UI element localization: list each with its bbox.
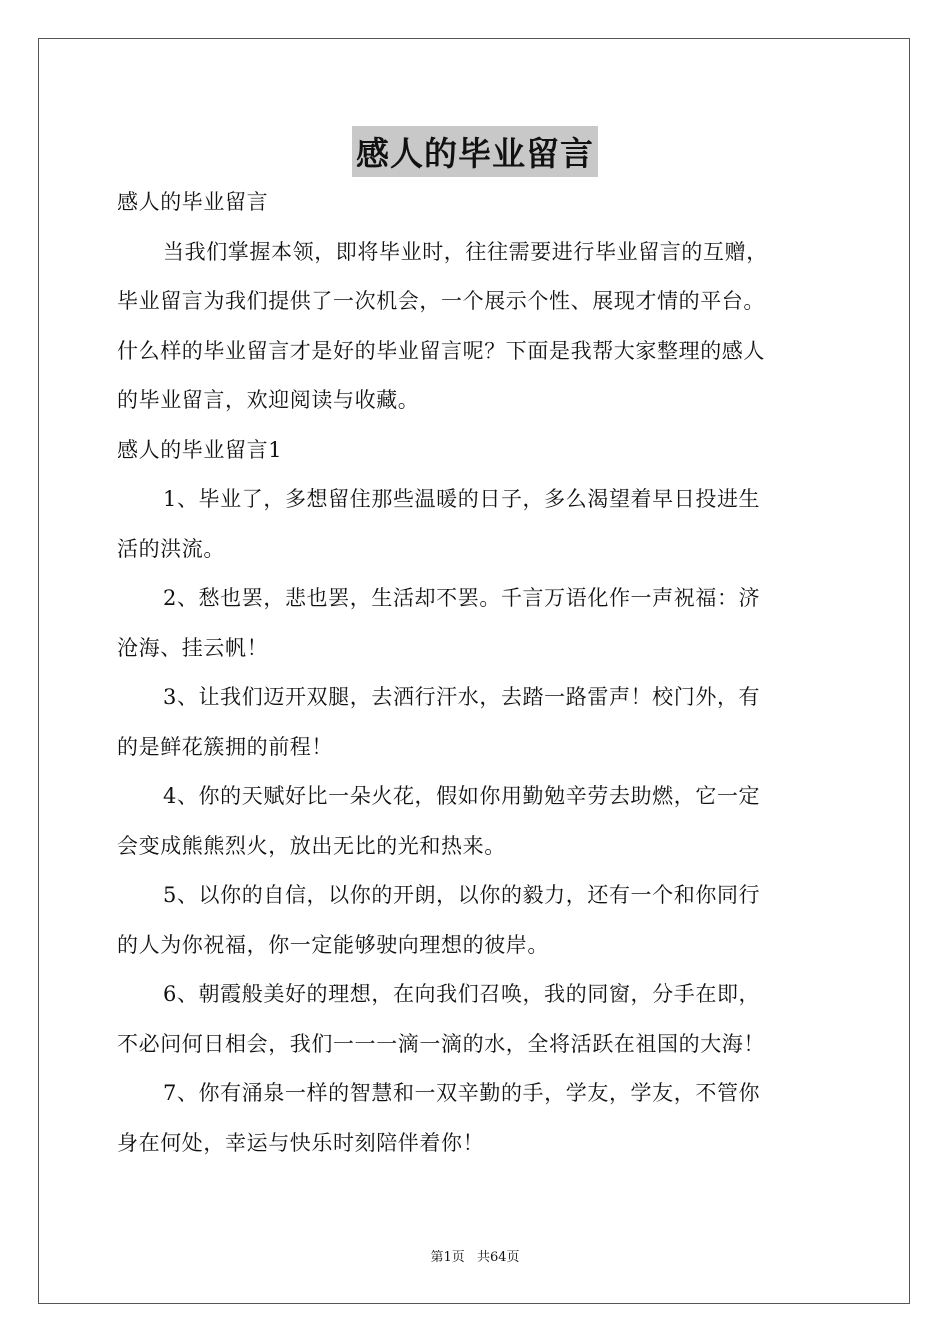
text-line: 6、朝霞般美好的理想，在向我们召唤，我的同窗，分手在即， [163, 982, 761, 1006]
document-body [117, 178, 835, 1168]
text-line: 会变成熊熊烈火，放出无比的光和热来。 [117, 833, 506, 858]
text-line: 2、愁也罢，悲也罢，生活却不罢。千言万语化作一声祝福：济 [163, 586, 761, 610]
text-line: 的是鲜花簇拥的前程！ [117, 734, 333, 759]
text-line: 什么样的毕业留言才是好的毕业留言呢？下面是我帮大家整理的感人 [117, 338, 765, 363]
text-line: 的毕业留言，欢迎阅读与收藏。 [117, 388, 420, 412]
text-line: 感人的毕业留言 [117, 190, 269, 214]
text-line: 4、你的天赋好比一朵火花，假如你用勤勉辛劳去助燃，它一定 [163, 784, 761, 808]
text-line: 7、你有涌泉一样的智慧和一双辛勤的手，学友，学友，不管你 [163, 1081, 761, 1105]
text-line: 感人的毕业留言1 [117, 437, 283, 462]
text-line: 不必问何日相会，我们一一一滴一滴的水，全将活跃在祖国的大海！ [117, 1031, 765, 1056]
text-line: 1、毕业了，多想留住那些温暖的日子，多么渴望着早日投进生 [163, 487, 761, 511]
text-line: 3、让我们迈开双腿，去洒行汗水，去踏一路雷声！校门外，有 [163, 685, 761, 709]
page-number: 第1页 [430, 1250, 465, 1265]
document-title: 感人的毕业留言 [352, 126, 598, 177]
text-line: 活的洪流。 [117, 536, 225, 561]
text-line: 毕业留言为我们提供了一次机会，一个展示个性、展现才情的平台。 [117, 289, 765, 313]
text-line: 身在何处，幸运与快乐时刻陪伴着你！ [117, 1130, 485, 1155]
text-line: 沧海、挂云帆！ [117, 635, 269, 660]
text-line: 当我们掌握本领，即将毕业时，往往需要进行毕业留言的互赠， [163, 239, 768, 264]
title-container [0, 126, 950, 177]
text-line: 5、以你的自信，以你的开朗，以你的毅力，还有一个和你同行 [163, 883, 761, 907]
page-footer [0, 1246, 950, 1265]
text-line: 的人为你祝福，你一定能够驶向理想的彼岸。 [117, 932, 549, 957]
page-total: 共64页 [476, 1250, 520, 1265]
